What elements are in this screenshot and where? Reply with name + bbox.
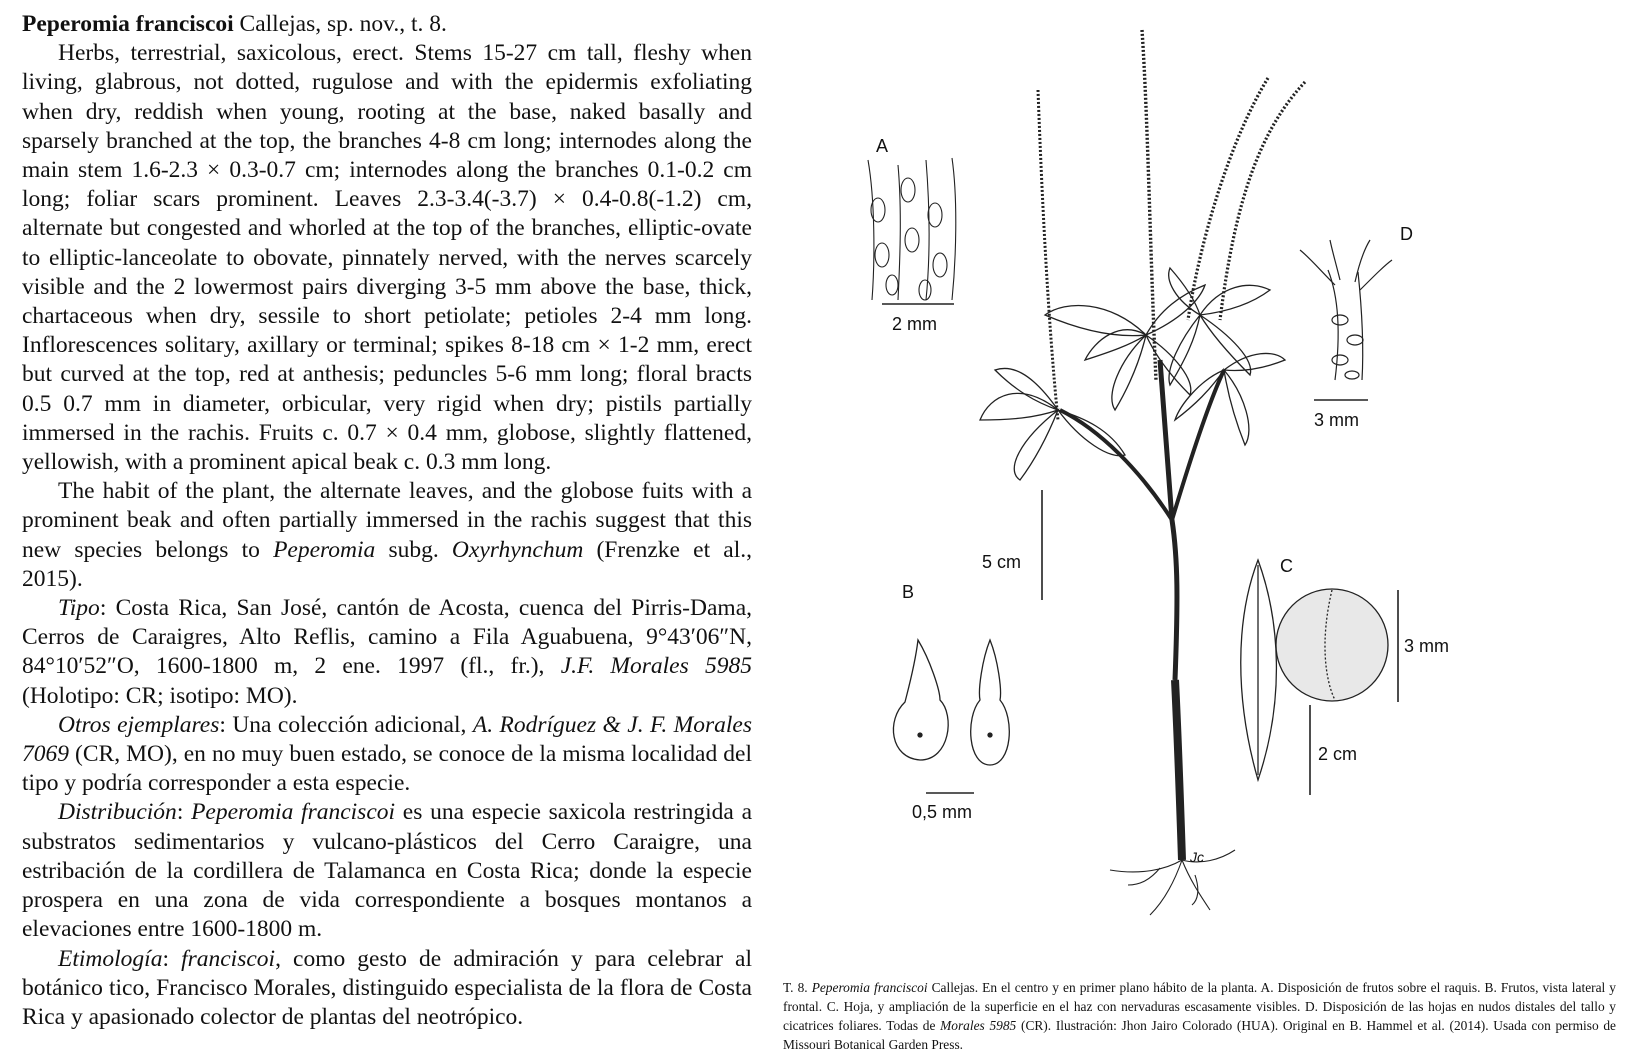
distribucion-text-b: es una especie saxicola restringida a substratos sedimentarios y vulcano-plásticos del Cerro Caraigre, una estribación de la cordillera de Talamanca en Costa Rica; donde la especie prospera en una zona de vida correspondiente a bosques montanos a elevaciones entre 1600-1800 m. (22, 799, 753, 943)
caption-collection: Morales 5985 (940, 1018, 1017, 1033)
panel-a-rachis-drawing (868, 158, 956, 300)
fruit-frontal (971, 640, 1010, 765)
otros-text-b: (CR, MO), en no muy buen estado, se conoce de la misma localidad del tipo y podría corresponder a esta especie. (22, 741, 752, 797)
panel-b-label: B (902, 582, 915, 602)
distribucion-paragraph (22, 798, 752, 944)
species-author-ref: Callejas, sp. nov., t. 8. (233, 11, 447, 37)
main-stem-lower (1175, 680, 1182, 860)
otros-text-a: : Una colección adicional, (219, 711, 473, 738)
panel-d-label: D (1400, 224, 1413, 244)
panel-b-fruits-drawing (893, 640, 1009, 765)
botanical-illustration (780, 0, 1629, 960)
panel-a-label: A (876, 136, 889, 156)
spike-left (1038, 90, 1058, 420)
spike-right-2 (1220, 82, 1305, 320)
etimologia-label: Etimología (58, 945, 163, 972)
figure-caption (783, 978, 1616, 1054)
otros-label: Otros ejemplares (58, 711, 220, 738)
distribucion-label: Distribución (58, 799, 177, 826)
spike-right-1 (1188, 78, 1268, 320)
habit-paragraph (22, 477, 752, 594)
branch-right (1172, 370, 1224, 520)
leaf-whorl-left (980, 368, 1125, 480)
scale-label-a: 2 mm (892, 314, 937, 334)
etimologia-text-a: : (162, 945, 182, 972)
roots (1110, 850, 1235, 915)
habit-text-c: (Frenzke et al., 2015). (22, 536, 752, 592)
illustrator-signature: Jc (1190, 849, 1204, 865)
leaf-whorl-right (1169, 268, 1270, 385)
tipo-text-b: (Holotipo: CR; isotipo: MO). (22, 682, 298, 709)
habit-text-a: The habit of the plant, the alternate leaves, and the globose fuits with a prominent beak and often partially immersed in the rachis suggest that this new species belongs to (22, 478, 752, 563)
scale-label-c-leaf: 2 cm (1318, 744, 1358, 764)
scale-label-plant: 5 cm (982, 552, 1022, 572)
tipo-paragraph (22, 594, 752, 711)
distribucion-text-a: : (176, 799, 192, 826)
species-text-column (22, 10, 752, 1032)
branch-left (1060, 410, 1172, 520)
caption-text-a: Callejas. En el centro y en primer plano hábito de la planta. A. Disposición de frutos sobre el raquis. B. Frutos, vista lateral y frontal. C. Hoja, y ampliación de la superficie en el haz con nervaduras escasamente visibles. D. Disposición de las hojas en nudos distales del tallo y cicatrices foliares. Todas de (783, 980, 1616, 1033)
species-heading-paragraph (22, 10, 752, 39)
habit-subgenus: Oxyrhynchum (451, 536, 584, 563)
etimologia-epithet: franciscoi (181, 945, 276, 972)
panel-d-node-drawing (1300, 240, 1392, 380)
etimologia-text-b: , como gesto de admiración y para celebrar al botánico tico, Francisco Morales, distinguido especialista de la flora de Costa Rica y apasionado colector de plantas del neotrópico. (22, 945, 753, 1030)
leaf-surface-circle (1276, 589, 1388, 701)
spike-center (1142, 30, 1156, 380)
fruit-lateral (893, 640, 948, 760)
etimologia-paragraph (22, 945, 752, 1033)
panel-c-label: C (1280, 556, 1293, 576)
species-name: Peperomia franciscoi (22, 11, 234, 37)
panel-c-leaf-drawing (1241, 560, 1388, 780)
caption-prefix: T. 8. (783, 980, 812, 995)
otros-collector: A. Rodríguez & J. F. Morales 7069 (22, 711, 752, 768)
tipo-label: Tipo (58, 595, 100, 622)
main-stem (1160, 360, 1177, 680)
caption-species: Peperomia franciscoi (811, 980, 928, 995)
habit-genus: Peperomia (273, 536, 376, 563)
leaf-whorl-center (1045, 285, 1205, 410)
otros-paragraph (22, 711, 752, 799)
description-paragraph: Herbs, terrestrial, saxicolous, erect. Stems 15-27 cm tall, fleshy when living, glabrous, not dotted, rugulose and with the epidermis exfoliating when dry, reddish when young, rooting at the base, naked basally and sparsely branched at the top, the branches 4-8 cm long; internodes along the main stem 1.6-2.3 × 0.3-0.7 cm; internodes along the branches 0.1-0.2 cm long; foliar scars prominent. Leaves 2.3-3.4(-3.7) × 0.4-0.8(-1.2) cm, alternate but congested and whorled at the top of the branches, elliptic-ovate to elliptic-lanceolate to obovate, pinnately nerved, with the nerves scarcely visible and the 2 lowermost pairs diverging 3-5 mm above the base, thick, chartaceous when dry, sessile to short petiolate; petioles 2-4 mm long. Inflorescences solitary, axillary or terminal; spikes 8-18 cm × 1-2 mm, erect but curved at the top, red at anthesis; peduncles 5-6 mm long; floral bracts 0.5 0.7 mm in diameter, orbicular, very rigid when dry; pistils partially immersed in the rachis. Fruits c. 0.7 × 0.4 mm, globose, slightly flattened, yellowish, with a prominent apical beak c. 0.3 mm long. (22, 40, 752, 476)
distribucion-species: Peperomia franciscoi (191, 799, 396, 826)
tipo-text-a: : Costa Rica, San José, cantón de Acosta, cuenca del Pirris-Dama, Cerros de Caraigres, Alto Reflis, camino a Fila Aguabuena, 9°43′06″N, 84°10′52″O, 1600-1800 m, 2 ene. 1997 (fl., fr.), (22, 595, 752, 680)
leaf-whorl-lower-right (1175, 353, 1285, 445)
illustration-svg (780, 0, 1629, 960)
scale-label-b: 0,5 mm (912, 802, 973, 822)
caption-text-b: (CR). Ilustración: Jhon Jairo Colorado (HUA). Original en B. Hammel et al. (2014). Usada con permiso de Missouri Botanical Garden Press. (783, 1018, 1617, 1052)
scale-label-d: 3 mm (1314, 410, 1359, 430)
tipo-collector: J.F. Morales 5985 (560, 653, 753, 680)
scale-label-c-circle: 3 mm (1404, 636, 1449, 656)
habit-text-b: subg. (375, 536, 452, 563)
